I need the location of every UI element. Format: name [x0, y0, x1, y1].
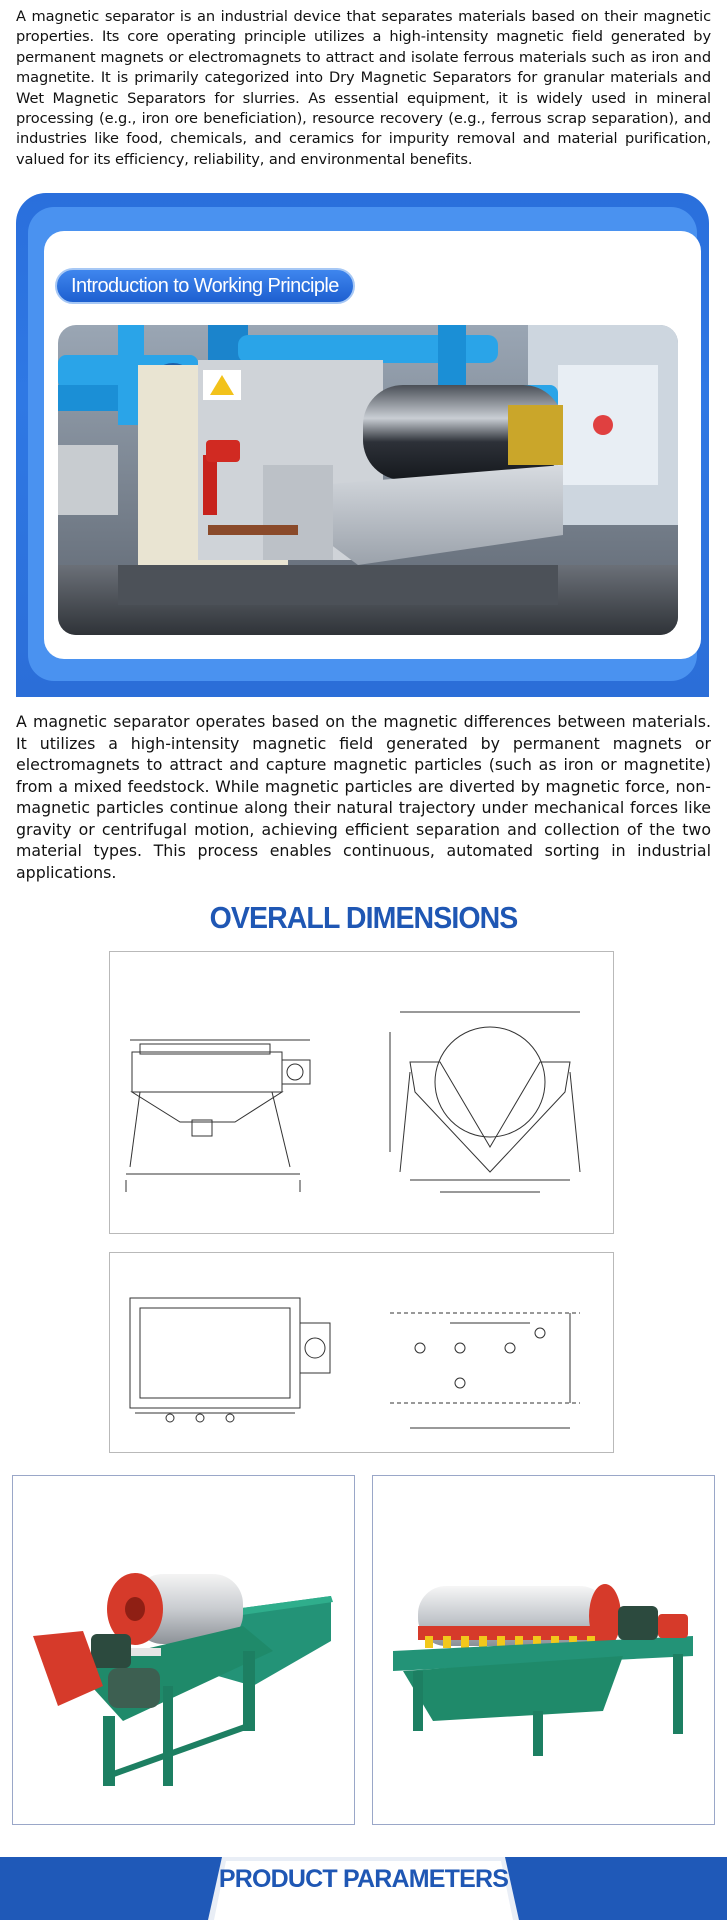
- product-photo-right: [372, 1475, 715, 1825]
- magnetic-separator-installation-photo: [58, 325, 678, 635]
- dimension-drawing-top: [109, 951, 614, 1234]
- working-principle-paragraph: A magnetic separator operates based on the magnetic differences between materials. It utilizes a high-intensity magnetic field generated by permanent magnets or electromagnets to attract and capture magnetic particles (such as iron or magnetite) from a mixed feedstock. While magnetic particles are diverted by magnetic force, non-magnetic particles continue along their natural trajectory under mechanical forces like gravity or centrifugal motion, achieving efficient separation and collection of the two material types. This process enables continuous, automated sorting in industrial applications.: [16, 712, 711, 882]
- dimension-drawing-bottom: [109, 1252, 614, 1453]
- product-parameters-title: PRODUCT PARAMETERS: [218, 1865, 509, 1893]
- product-photo-left: [12, 1475, 355, 1825]
- intro-paragraph: A magnetic separator is an industrial device that separates materials based on their magnetic properties. Its core operating principle utilizes a high-intensity magnetic field generated by permanent magnets or electromagnets to attract and isolate ferrous materials such as iron and magnetite. It is primarily categorized into Dry Magnetic Separators for granular materials and Wet Magnetic Separators for slurries. As essential equipment, it is widely used in mineral processing (e.g., iron ore beneficiation), resource recovery (e.g., ferrous scrap separation), and industries like food, chemicals, and ceramics for impurity removal and material purification, valued for its efficiency, reliability, and environmental benefits.: [16, 8, 711, 168]
- overall-dimensions-title: OVERALL DIMENSIONS: [209, 900, 518, 935]
- working-principle-heading: Introduction to Working Principle: [55, 268, 355, 304]
